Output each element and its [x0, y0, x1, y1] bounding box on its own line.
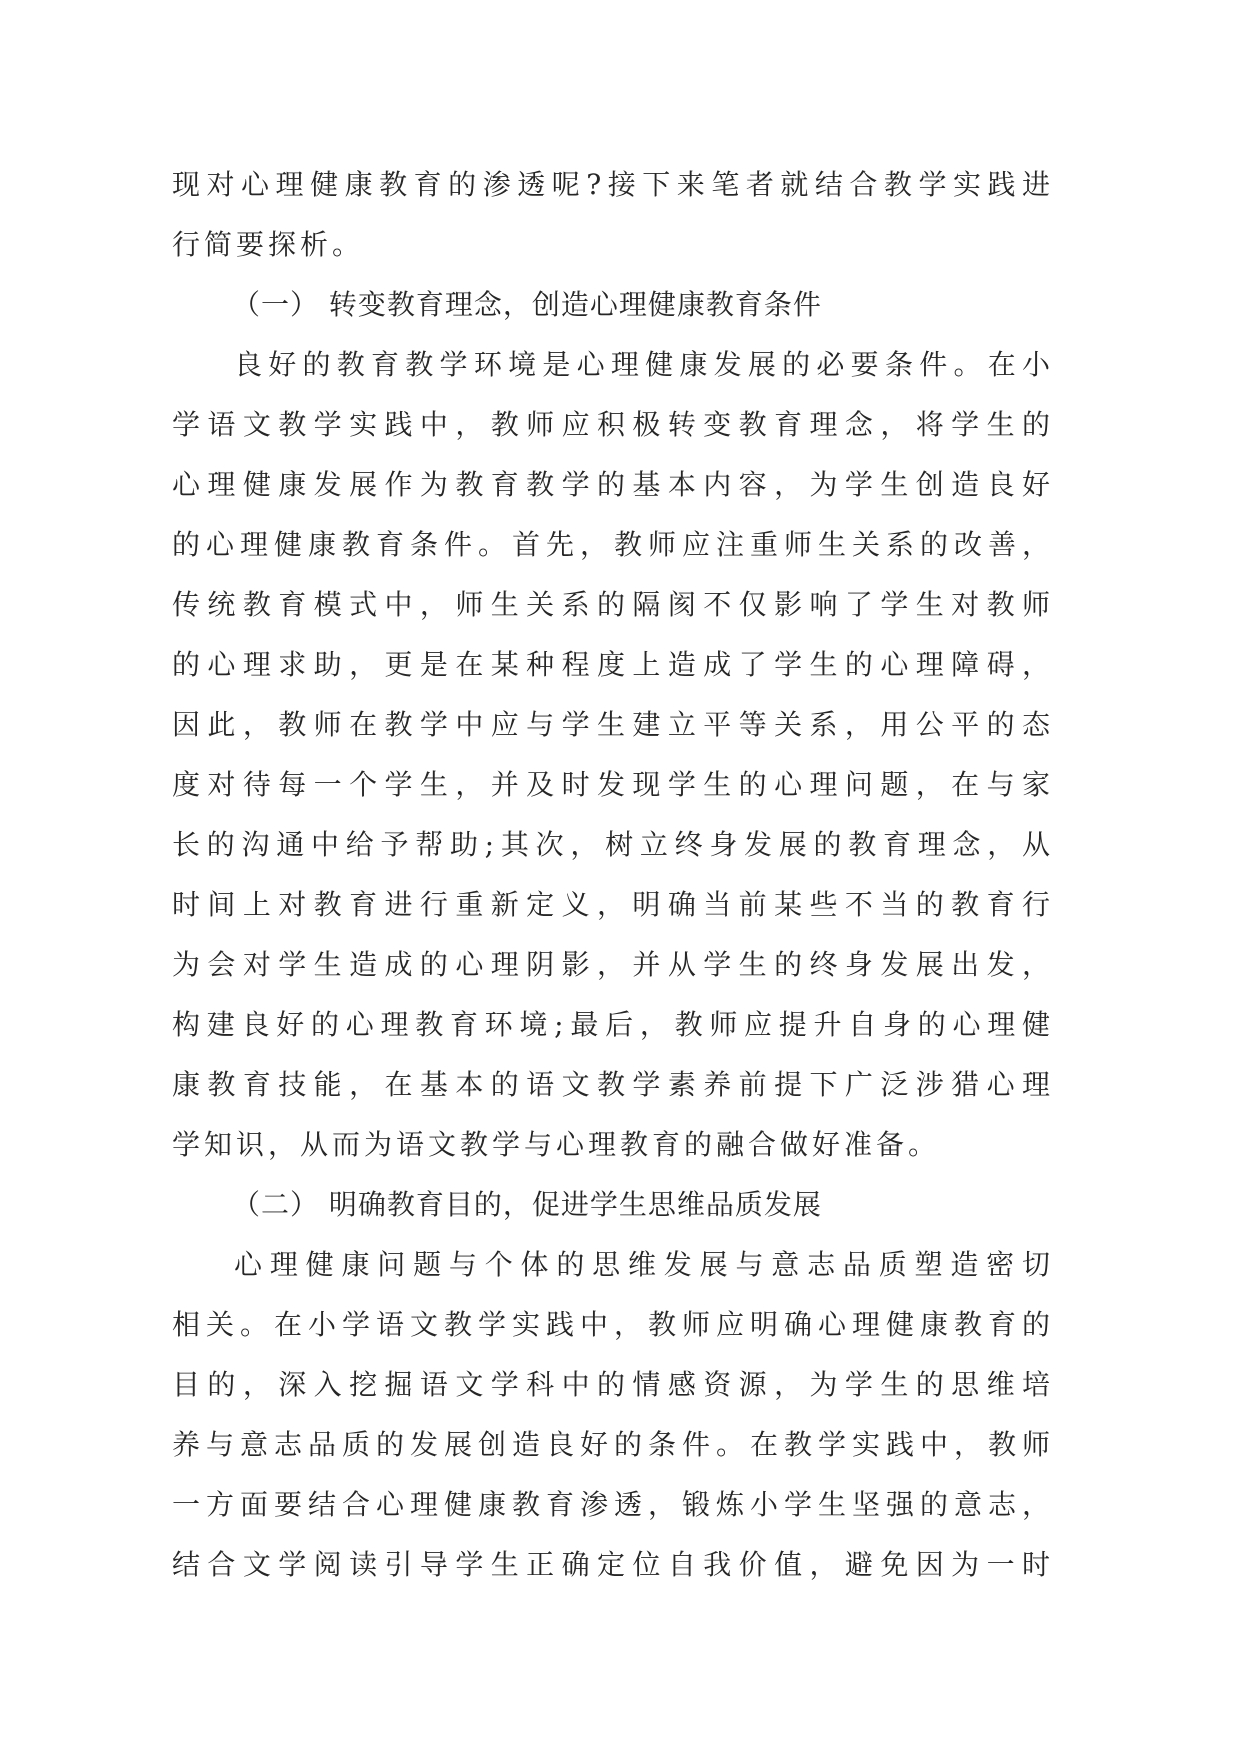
body-line: 长的沟通中给予帮助;其次，树立终身发展的教育理念，从 — [172, 828, 1052, 861]
section-heading-1: （一） 转变教育理念，创造心理健康教育条件 — [232, 288, 822, 321]
body-line: 目的，深入挖掘语文学科中的情感资源，为学生的思维培 — [172, 1368, 1052, 1401]
body-line: 构建良好的心理教育环境;最后，教师应提升自身的心理健 — [172, 1008, 1052, 1041]
body-line: 康教育技能，在基本的语文教学素养前提下广泛涉猎心理 — [172, 1068, 1052, 1101]
paragraph-2 — [172, 335, 1052, 1175]
body-line: 的心理健康教育条件。首先，教师应注重师生关系的改善， — [172, 528, 1052, 561]
body-line: 现对心理健康教育的渗透呢?接下来笔者就结合教学实践进 — [172, 168, 1052, 201]
body-line: 心理健康发展作为教育教学的基本内容，为学生创造良好 — [172, 468, 1052, 501]
body-line: 传统教育模式中，师生关系的隔阂不仅影响了学生对教师 — [172, 588, 1052, 621]
paragraph-1 — [172, 155, 1052, 275]
body-line: 因此，教师在教学中应与学生建立平等关系，用公平的态 — [172, 708, 1052, 741]
body-line: 学知识，从而为语文教学与心理教育的融合做好准备。 — [172, 1128, 941, 1161]
body-line: 心理健康问题与个体的思维发展与意志品质塑造密切 — [234, 1248, 1052, 1281]
body-line: 为会对学生造成的心理阴影，并从学生的终身发展出发， — [172, 948, 1052, 981]
body-line: 度对待每一个学生，并及时发现学生的心理问题，在与家 — [172, 768, 1052, 801]
body-text — [172, 155, 1052, 1595]
body-line: 行简要探析。 — [172, 228, 365, 261]
body-line: 时间上对教育进行重新定义，明确当前某些不当的教育行 — [172, 888, 1052, 921]
body-line: 一方面要结合心理健康教育渗透，锻炼小学生坚强的意志， — [172, 1488, 1052, 1521]
body-line: 良好的教育教学环境是心理健康发展的必要条件。在小 — [234, 348, 1052, 381]
paragraph-3 — [172, 1235, 1052, 1595]
body-line: 结合文学阅读引导学生正确定位自我价值，避免因为一时 — [172, 1548, 1052, 1581]
body-line: 的心理求助，更是在某种程度上造成了学生的心理障碍， — [172, 648, 1052, 681]
section-heading-2: （二） 明确教育目的，促进学生思维品质发展 — [232, 1188, 822, 1221]
body-line: 学语文教学实践中，教师应积极转变教育理念，将学生的 — [172, 408, 1052, 441]
body-line: 相关。在小学语文教学实践中，教师应明确心理健康教育的 — [172, 1308, 1052, 1341]
body-line: 养与意志品质的发展创造良好的条件。在教学实践中，教师 — [172, 1428, 1052, 1461]
